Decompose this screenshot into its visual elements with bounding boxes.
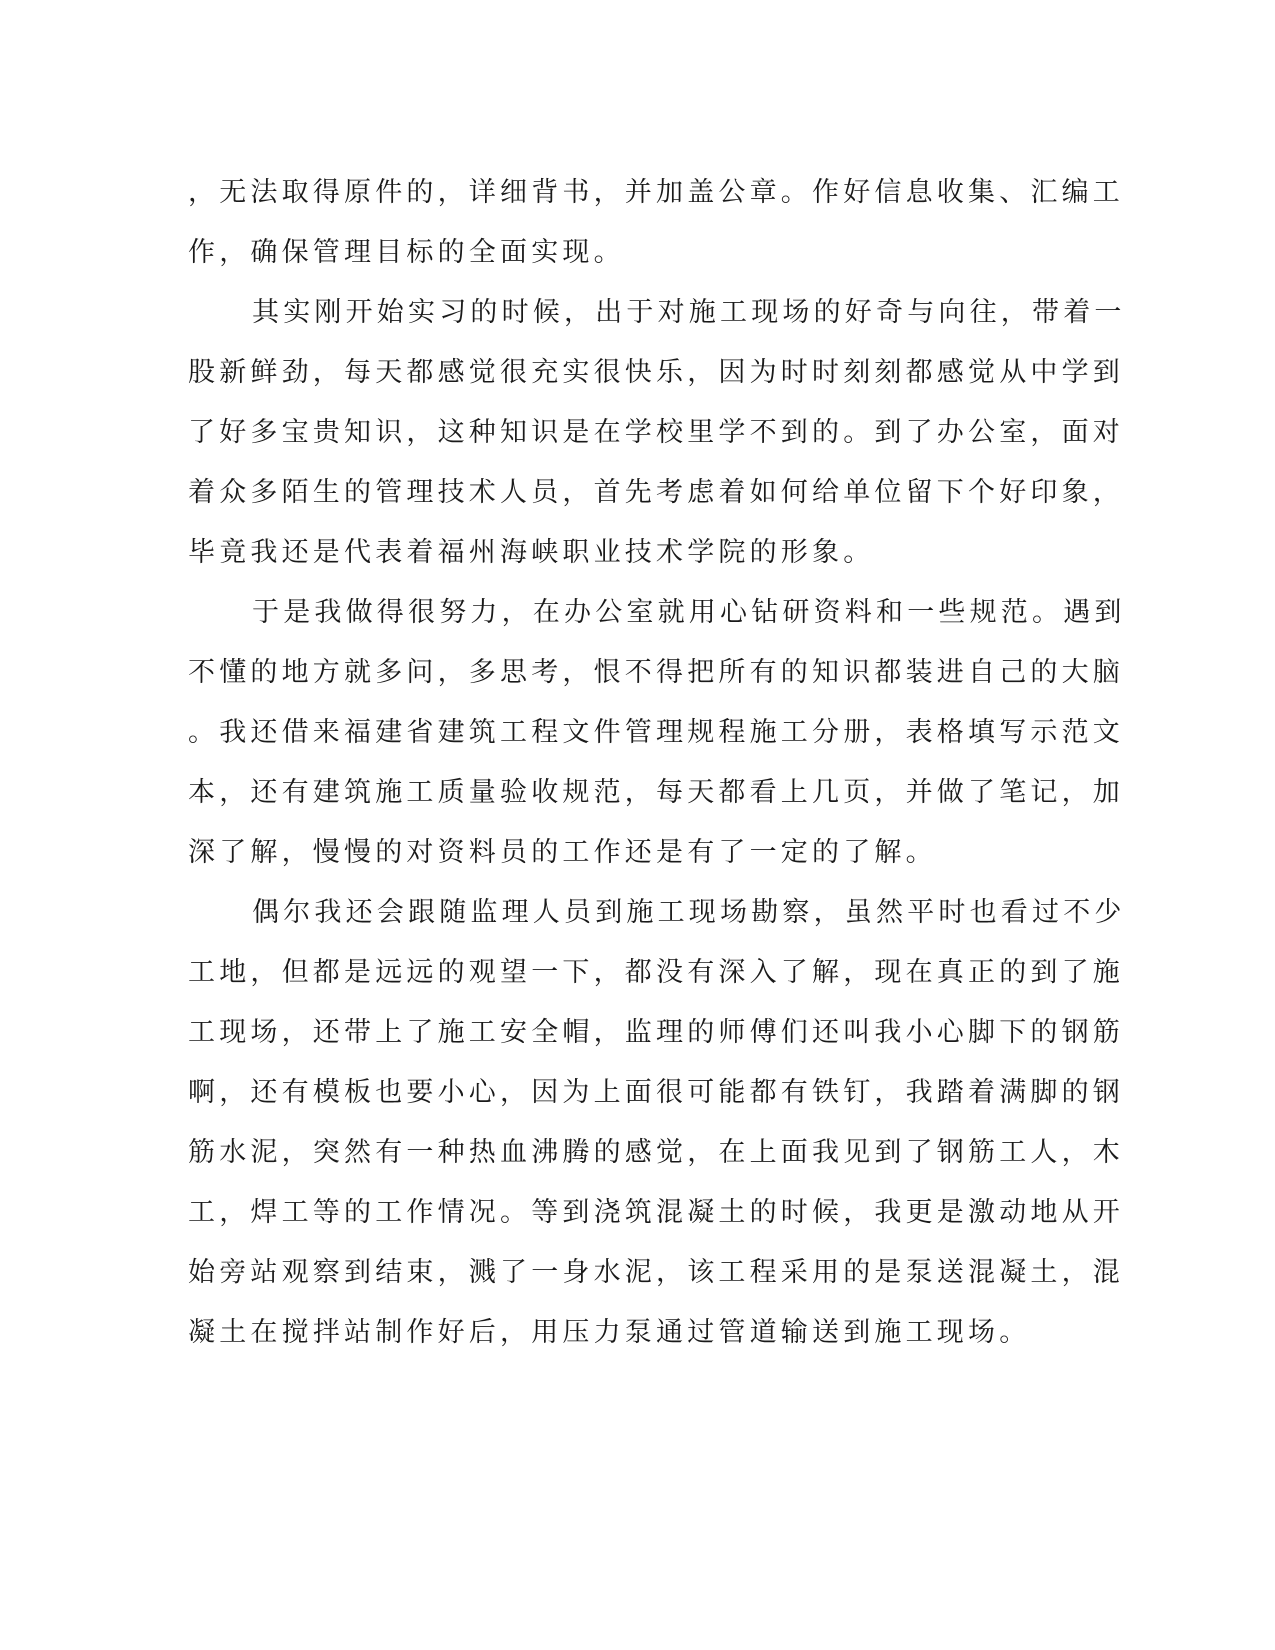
paragraph-2: [188, 283, 1126, 583]
text-line: 。我还借来福建省建筑工程文件管理规程施工分册，表格填写示范文: [188, 717, 1124, 748]
text-line: 啊，还有模板也要小心，因为上面很可能都有铁钉，我踏着满脚的钢: [188, 1077, 1124, 1108]
text-line: 筋水泥，突然有一种热血沸腾的感觉，在上面我见到了钢筋工人，木: [188, 1137, 1124, 1168]
text-line: 其实刚开始实习的时候，出于对施工现场的好奇与向往，带着一: [252, 297, 1126, 328]
text-line: 工地，但都是远远的观望一下，都没有深入了解，现在真正的到了施: [188, 957, 1124, 988]
text-line: ，无法取得原件的，详细背书，并加盖公章。作好信息收集、汇编工: [188, 177, 1124, 208]
paragraph-1: [188, 163, 1124, 283]
text-line: 于是我做得很努力，在办公室就用心钻研资料和一些规范。遇到: [252, 597, 1126, 628]
paragraph-3: [188, 583, 1126, 883]
text-line: 深了解，慢慢的对资料员的工作还是有了一定的了解。: [188, 837, 937, 868]
text-line: 工现场，还带上了施工安全帽，监理的师傅们还叫我小心脚下的钢筋: [188, 1017, 1124, 1048]
text-line: 了好多宝贵知识，这种知识是在学校里学不到的。到了办公室，面对: [188, 417, 1124, 448]
text-line: 始旁站观察到结束，溅了一身水泥，该工程采用的是泵送混凝土，混: [188, 1257, 1124, 1288]
text-line: 本，还有建筑施工质量验收规范，每天都看上几页，并做了笔记，加: [188, 777, 1124, 808]
text-line: 工，焊工等的工作情况。等到浇筑混凝土的时候，我更是激动地从开: [188, 1197, 1124, 1228]
text-line: 毕竟我还是代表着福州海峡职业技术学院的形象。: [188, 537, 875, 568]
text-line: 股新鲜劲，每天都感觉很充实很快乐，因为时时刻刻都感觉从中学到: [188, 357, 1124, 388]
text-line: 凝土在搅拌站制作好后，用压力泵通过管道输送到施工现场。: [188, 1317, 1031, 1348]
text-line: 作，确保管理目标的全面实现。: [188, 237, 625, 268]
paragraph-4: [188, 883, 1126, 1363]
document-body: [188, 163, 1126, 1363]
text-line: 不懂的地方就多问，多思考，恨不得把所有的知识都装进自己的大脑: [188, 657, 1124, 688]
text-line: 偶尔我还会跟随监理人员到施工现场勘察，虽然平时也看过不少: [252, 897, 1126, 928]
text-line: 着众多陌生的管理技术人员，首先考虑着如何给单位留下个好印象，: [188, 477, 1124, 508]
